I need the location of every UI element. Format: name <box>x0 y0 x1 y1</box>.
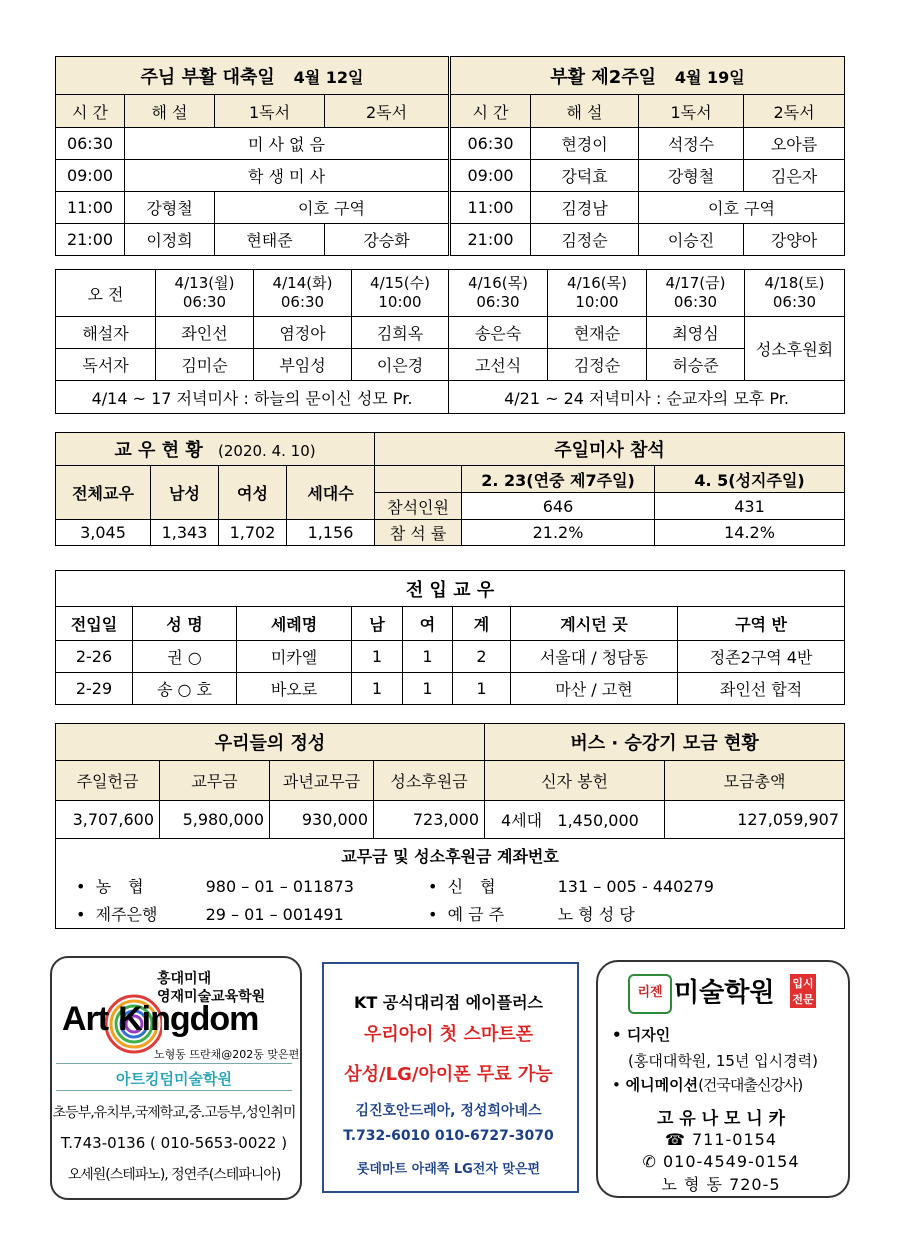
ad-kt-store: KT 공식대리점 에이플러스 우리아이 첫 스마트폰 삼성/LG/아이폰 무료 가능 김진호안드레아, 정성희아녜스 T.732-6010 010-6727-3070 롯데마트 아래쪽 LG전자 맞은편 <box>322 962 579 1193</box>
status-attendance-table: 교 우 현 황 (2020. 4. 10) 주일미사 참석 전체교우 남성 여성 세대수 2. 23(연중 제7주일) 4. 5(성지주일) 참석인원 646 431 3,045 1,343 1,702 1,156 참 석 률 21.2% 14.2% <box>55 432 844 546</box>
account-item: • 예 금 주 노 형 성 당 <box>428 905 635 924</box>
account-item: • 신 협 131 – 005 - 440279 <box>428 877 714 896</box>
bus-fund-title: 버스 · 승강기 모금 현황 <box>485 724 845 761</box>
table-row: 해설자 좌인선 염정아 김희옥 송은숙 현재순 최영심 성소후원회 <box>56 317 845 349</box>
table-row: 2-26 권 ○ 미카엘 1 1 2 서울대 / 청담동 정존2구역 4반 <box>56 641 845 673</box>
table-row: 참석인원 646 431 <box>56 493 845 520</box>
attendance-title: 주일미사 참석 <box>375 433 845 466</box>
table-row: 09:00 학 생 미 사 09:00 강덕효 강형철 김은자 <box>56 160 845 192</box>
accounts-section <box>56 839 845 929</box>
col-time: 시 간 <box>450 95 531 128</box>
mass-left-title: 주님 부활 대축일 4월 12일 <box>56 57 450 95</box>
parish-status-title: 교 우 현 황 (2020. 4. 10) <box>56 433 375 466</box>
col-commentary: 해 설 <box>531 95 639 128</box>
offerings-table: 우리들의 정성 버스 · 승강기 모금 현황 주일헌금 교무금 과년교무금 성소후원금 신자 봉헌 모금총액 3,707,600 5,980,000 930,000 723,000 4세대 1,450,000 127,059,907 교무금 및 성소후원금 계좌번호 • 농 협 980 – 01 – 011873 • 신 협 131 – 005 - 440279 • 제주은행 29 – 01 – 001491 • 예 금 주 노 형 성 당 <box>55 723 844 929</box>
accounts-title: 교무금 및 성소후원금 계좌번호 <box>341 847 559 866</box>
table-row: 06:30 미 사 없 음 06:30 현경이 석정수 오아름 <box>56 128 845 160</box>
table-row: 독서자 김미순 부임성 이은경 고선식 김정순 허승준 <box>56 349 845 381</box>
academy-logo: 리젠 <box>628 974 672 1014</box>
new-members-title: 전 입 교 우 <box>56 571 845 607</box>
badge: 입시전문 <box>790 974 816 1008</box>
table-row: 3,045 1,343 1,702 1,156 참 석 률 21.2% 14.2% <box>56 520 845 546</box>
col-reading2: 2독서 <box>325 95 450 128</box>
col-reading1: 1독서 <box>639 95 744 128</box>
mass-schedule-table <box>55 56 844 256</box>
account-item: • 농 협 980 – 01 – 011873 <box>76 877 354 896</box>
col-time: 시 간 <box>56 95 125 128</box>
offerings-title: 우리들의 정성 <box>56 724 485 761</box>
weekday-schedule-table: 오 전 4/13(월) 06:30 4/14(화) 06:30 4/15(수) 10:00 4/16(목) 06:30 4/16(목) 10:00 4/17(금) 06:30 4/18(토) 06:30 해설자 좌인선 염정아 김희옥 송은숙 현재순 최영심 성소후원회 독서자 김미순 부임성 이은경 고선식 김정순 허승준 4/14 ~ 17 저녁미사 : 하늘의 문이신 성모 Pr. 4/21 ~ 24 저녁미사 : 순교자의 모후 Pr. <box>55 269 844 414</box>
mass-right-title: 부활 제2주일 4월 19일 <box>450 57 845 95</box>
table-row: 4/14 ~ 17 저녁미사 : 하늘의 문이신 성모 Pr. 4/21 ~ 24 저녁미사 : 순교자의 모후 Pr. <box>56 381 845 414</box>
table-row: 2-29 송 ○ 호 바오로 1 1 1 마산 / 고현 좌인선 합적 <box>56 673 845 705</box>
morning-label: 오 전 <box>56 270 156 317</box>
col-reading2: 2독서 <box>744 95 845 128</box>
col-commentary: 해 설 <box>125 95 215 128</box>
table-row: 11:00 강형철 이호 구역 11:00 김경남 이호 구역 <box>56 192 845 224</box>
table-row: 3,707,600 5,980,000 930,000 723,000 4세대 1,450,000 127,059,907 <box>56 801 845 839</box>
col-reading1: 1독서 <box>215 95 325 128</box>
ad-art-academy: 리젠 미술학원 입시전문 • 디자인 (홍대대학원, 15년 입시경력) • 에니메이션(건국대출신강사) 고 유 나 모 니 카 ☎ 711-0154 ✆ 010-4549-0154 노 형 동 720-5 <box>596 960 850 1198</box>
account-item: • 제주은행 29 – 01 – 001491 <box>76 905 344 924</box>
new-members-table: 전 입 교 우 전입일 성 명 세례명 남 여 계 계시던 곳 구역 반 2-26 권 ○ 미카엘 1 1 2 서울대 / 청담동 정존2구역 4반 2-29 송 ○ 호 바오로 1 1 1 마산 / 고현 좌인선 합적 <box>55 570 844 705</box>
table-row: 21:00 이정희 현태준 강승화 21:00 김정순 이승진 강양아 <box>56 224 845 256</box>
ad-art-kingdom: 홍대미대 영재미술교육학원 Art Kingdom 노형동 뜨란채@202동 맞은편 아트킹덤미술학원 초등부,유치부,국제학교,중.고등부,성인취미 T.743-0136 ( 010-5653-0022 ) 오세원(스테파노), 정연주(스테파니아) <box>50 956 302 1200</box>
